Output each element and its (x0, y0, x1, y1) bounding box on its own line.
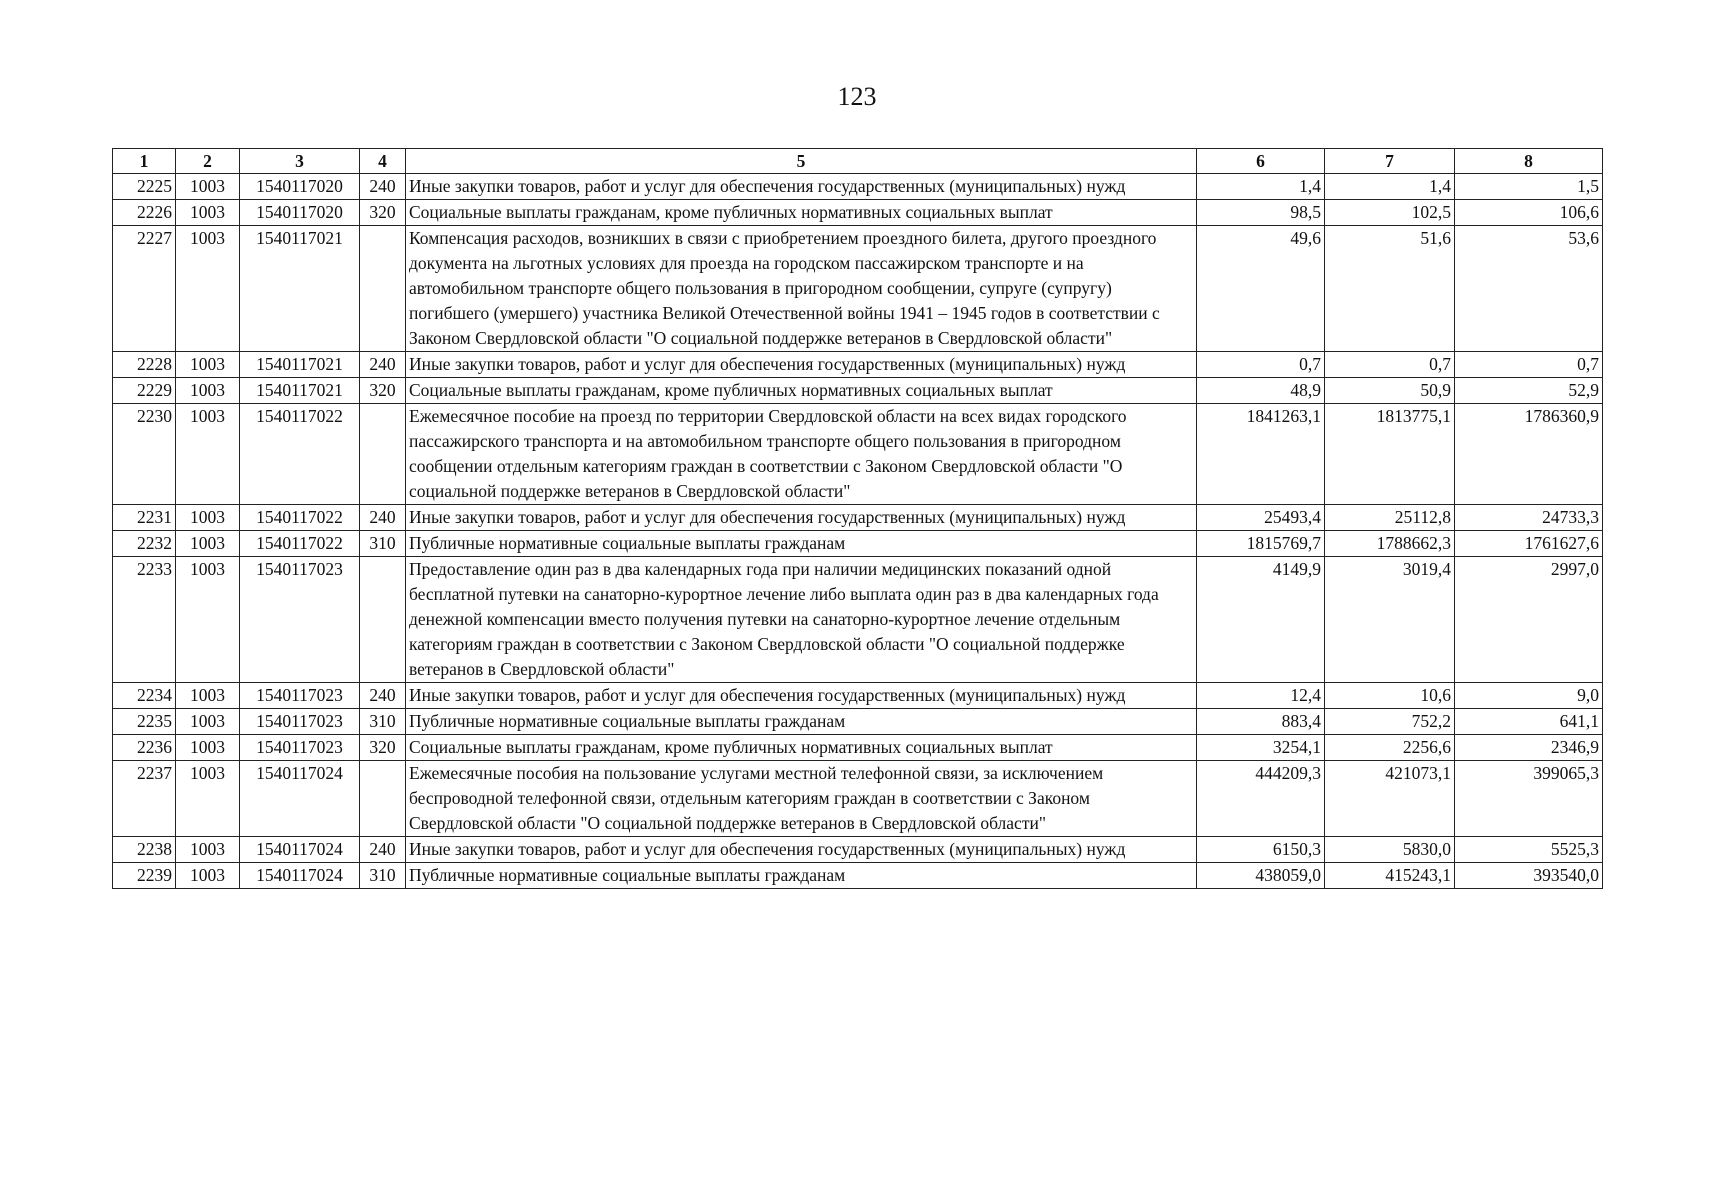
description-cell: Социальные выплаты гражданам, кроме публичных нормативных социальных выплат (406, 735, 1197, 761)
header-row (113, 149, 1603, 174)
target-code-cell: 1540117023 (240, 709, 360, 735)
row-number-cell: 2228 (113, 352, 176, 378)
section-code-cell: 1003 (176, 378, 240, 404)
target-code-cell: 1540117021 (240, 226, 360, 352)
section-code-cell: 1003 (176, 683, 240, 709)
expense-type-cell: 240 (360, 837, 406, 863)
value-col6-cell: 0,7 (1197, 352, 1325, 378)
row-number-cell: 2230 (113, 404, 176, 505)
table-row (113, 557, 1603, 683)
value-col7-cell: 5830,0 (1325, 837, 1455, 863)
row-number-cell: 2237 (113, 761, 176, 837)
value-col6-cell: 4149,9 (1197, 557, 1325, 683)
value-col6-cell: 98,5 (1197, 200, 1325, 226)
value-col7-cell: 415243,1 (1325, 863, 1455, 889)
value-col7-cell: 102,5 (1325, 200, 1455, 226)
value-col8-cell: 393540,0 (1455, 863, 1603, 889)
target-code-cell: 1540117020 (240, 174, 360, 200)
value-col7-cell: 0,7 (1325, 352, 1455, 378)
description-cell: Предоставление один раз в два календарных года при наличии медицинских показаний одной бесплатной путевки на санаторно-курортное лечение либо выплата один раз в два календарных года денежной компенсации вместо получения путевки на санаторно-курортное лечение отдельным категориям граждан в соответствии с Законом Свердловской области "О социальной поддержке ветеранов в Свердловской области" (406, 557, 1197, 683)
budget-table (112, 148, 1603, 889)
target-code-cell: 1540117021 (240, 378, 360, 404)
value-col7-cell: 51,6 (1325, 226, 1455, 352)
value-col6-cell: 1841263,1 (1197, 404, 1325, 505)
description-cell: Компенсация расходов, возникших в связи с приобретением проездного билета, другого проездного документа на льготных условиях для проезда на городском пассажирском транспорте и на автомобильном транспорте общего пользования в пригородном сообщении, супруге (супругу) погибшего (умершего) участника Великой Отечественной войны 1941 – 1945 годов в соответствии с Законом Свердловской области "О социальной поддержке ветеранов в Свердловской области" (406, 226, 1197, 352)
value-col8-cell: 641,1 (1455, 709, 1603, 735)
value-col7-cell: 2256,6 (1325, 735, 1455, 761)
value-col8-cell: 2997,0 (1455, 557, 1603, 683)
target-code-cell: 1540117024 (240, 761, 360, 837)
table-row (113, 531, 1603, 557)
table-row (113, 837, 1603, 863)
row-number-cell: 2235 (113, 709, 176, 735)
description-cell: Иные закупки товаров, работ и услуг для обеспечения государственных (муниципальных) нужд (406, 683, 1197, 709)
section-code-cell: 1003 (176, 200, 240, 226)
row-number-cell: 2234 (113, 683, 176, 709)
table-row (113, 761, 1603, 837)
value-col7-cell: 1,4 (1325, 174, 1455, 200)
target-code-cell: 1540117022 (240, 531, 360, 557)
value-col8-cell: 24733,3 (1455, 505, 1603, 531)
description-cell: Публичные нормативные социальные выплаты гражданам (406, 531, 1197, 557)
row-number-cell: 2231 (113, 505, 176, 531)
expense-type-cell: 320 (360, 378, 406, 404)
table-row (113, 709, 1603, 735)
row-number-cell: 2236 (113, 735, 176, 761)
value-col7-cell: 25112,8 (1325, 505, 1455, 531)
target-code-cell: 1540117024 (240, 863, 360, 889)
header-cell: 6 (1197, 149, 1325, 174)
description-cell: Социальные выплаты гражданам, кроме публичных нормативных социальных выплат (406, 378, 1197, 404)
row-number-cell: 2233 (113, 557, 176, 683)
value-col7-cell: 421073,1 (1325, 761, 1455, 837)
page-number: 123 (837, 82, 877, 111)
value-col6-cell: 444209,3 (1197, 761, 1325, 837)
target-code-cell: 1540117021 (240, 352, 360, 378)
section-code-cell: 1003 (176, 709, 240, 735)
description-cell: Иные закупки товаров, работ и услуг для обеспечения государственных (муниципальных) нужд (406, 352, 1197, 378)
section-code-cell: 1003 (176, 226, 240, 352)
section-code-cell: 1003 (176, 352, 240, 378)
value-col8-cell: 9,0 (1455, 683, 1603, 709)
expense-type-cell: 310 (360, 709, 406, 735)
expense-type-cell: 320 (360, 735, 406, 761)
value-col8-cell: 2346,9 (1455, 735, 1603, 761)
description-cell: Публичные нормативные социальные выплаты гражданам (406, 863, 1197, 889)
value-col6-cell: 49,6 (1197, 226, 1325, 352)
value-col6-cell: 1815769,7 (1197, 531, 1325, 557)
header-cell: 8 (1455, 149, 1603, 174)
section-code-cell: 1003 (176, 174, 240, 200)
row-number-cell: 2229 (113, 378, 176, 404)
description-cell: Ежемесячное пособие на проезд по территории Свердловской области на всех видах городского пассажирского транспорта и на автомобильном транспорте общего пользования в пригородном сообщении отдельным категориям граждан в соответствии с Законом Свердловской области "О социальной поддержке ветеранов в Свердловской области" (406, 404, 1197, 505)
row-number-cell: 2227 (113, 226, 176, 352)
value-col6-cell: 6150,3 (1197, 837, 1325, 863)
value-col7-cell: 3019,4 (1325, 557, 1455, 683)
description-cell: Ежемесячные пособия на пользование услугами местной телефонной связи, за исключением беспроводной телефонной связи, отдельным категориям граждан в соответствии с Законом Свердловской области "О социальной поддержке ветеранов в Свердловской области" (406, 761, 1197, 837)
header-cell: 4 (360, 149, 406, 174)
value-col8-cell: 0,7 (1455, 352, 1603, 378)
value-col8-cell: 52,9 (1455, 378, 1603, 404)
value-col8-cell: 1761627,6 (1455, 531, 1603, 557)
row-number-cell: 2238 (113, 837, 176, 863)
section-code-cell: 1003 (176, 837, 240, 863)
table-row (113, 200, 1603, 226)
section-code-cell: 1003 (176, 761, 240, 837)
table-row (113, 863, 1603, 889)
target-code-cell: 1540117023 (240, 735, 360, 761)
description-cell: Иные закупки товаров, работ и услуг для обеспечения государственных (муниципальных) нужд (406, 837, 1197, 863)
value-col6-cell: 12,4 (1197, 683, 1325, 709)
expense-type-cell: 320 (360, 200, 406, 226)
row-number-cell: 2232 (113, 531, 176, 557)
target-code-cell: 1540117023 (240, 683, 360, 709)
table-row (113, 404, 1603, 505)
target-code-cell: 1540117022 (240, 505, 360, 531)
expense-type-cell: 240 (360, 505, 406, 531)
value-col8-cell: 1,5 (1455, 174, 1603, 200)
row-number-cell: 2225 (113, 174, 176, 200)
value-col7-cell: 1813775,1 (1325, 404, 1455, 505)
value-col8-cell: 399065,3 (1455, 761, 1603, 837)
header-cell: 7 (1325, 149, 1455, 174)
expense-type-cell: 310 (360, 863, 406, 889)
section-code-cell: 1003 (176, 505, 240, 531)
table-row (113, 352, 1603, 378)
header-cell: 5 (406, 149, 1197, 174)
header-cell: 1 (113, 149, 176, 174)
value-col6-cell: 3254,1 (1197, 735, 1325, 761)
value-col7-cell: 50,9 (1325, 378, 1455, 404)
description-cell: Социальные выплаты гражданам, кроме публичных нормативных социальных выплат (406, 200, 1197, 226)
target-code-cell: 1540117024 (240, 837, 360, 863)
table-row (113, 174, 1603, 200)
table-row (113, 683, 1603, 709)
target-code-cell: 1540117023 (240, 557, 360, 683)
row-number-cell: 2226 (113, 200, 176, 226)
value-col6-cell: 1,4 (1197, 174, 1325, 200)
row-number-cell: 2239 (113, 863, 176, 889)
value-col6-cell: 883,4 (1197, 709, 1325, 735)
value-col8-cell: 1786360,9 (1455, 404, 1603, 505)
value-col8-cell: 5525,3 (1455, 837, 1603, 863)
description-cell: Иные закупки товаров, работ и услуг для обеспечения государственных (муниципальных) нужд (406, 505, 1197, 531)
header-cell: 3 (240, 149, 360, 174)
section-code-cell: 1003 (176, 404, 240, 505)
expense-type-cell: 240 (360, 352, 406, 378)
expense-type-cell: 240 (360, 683, 406, 709)
expense-type-cell (360, 761, 406, 837)
value-col6-cell: 25493,4 (1197, 505, 1325, 531)
expense-type-cell (360, 404, 406, 505)
expense-type-cell: 240 (360, 174, 406, 200)
table-row (113, 226, 1603, 352)
value-col8-cell: 106,6 (1455, 200, 1603, 226)
section-code-cell: 1003 (176, 531, 240, 557)
expense-type-cell (360, 226, 406, 352)
section-code-cell: 1003 (176, 557, 240, 683)
value-col7-cell: 10,6 (1325, 683, 1455, 709)
section-code-cell: 1003 (176, 863, 240, 889)
table-body (113, 174, 1603, 889)
value-col6-cell: 438059,0 (1197, 863, 1325, 889)
section-code-cell: 1003 (176, 735, 240, 761)
table-row (113, 505, 1603, 531)
expense-type-cell (360, 557, 406, 683)
value-col7-cell: 1788662,3 (1325, 531, 1455, 557)
table-row (113, 378, 1603, 404)
target-code-cell: 1540117022 (240, 404, 360, 505)
value-col8-cell: 53,6 (1455, 226, 1603, 352)
target-code-cell: 1540117020 (240, 200, 360, 226)
value-col7-cell: 752,2 (1325, 709, 1455, 735)
header-cell: 2 (176, 149, 240, 174)
description-cell: Публичные нормативные социальные выплаты гражданам (406, 709, 1197, 735)
description-cell: Иные закупки товаров, работ и услуг для обеспечения государственных (муниципальных) нужд (406, 174, 1197, 200)
table-row (113, 735, 1603, 761)
expense-type-cell: 310 (360, 531, 406, 557)
value-col6-cell: 48,9 (1197, 378, 1325, 404)
